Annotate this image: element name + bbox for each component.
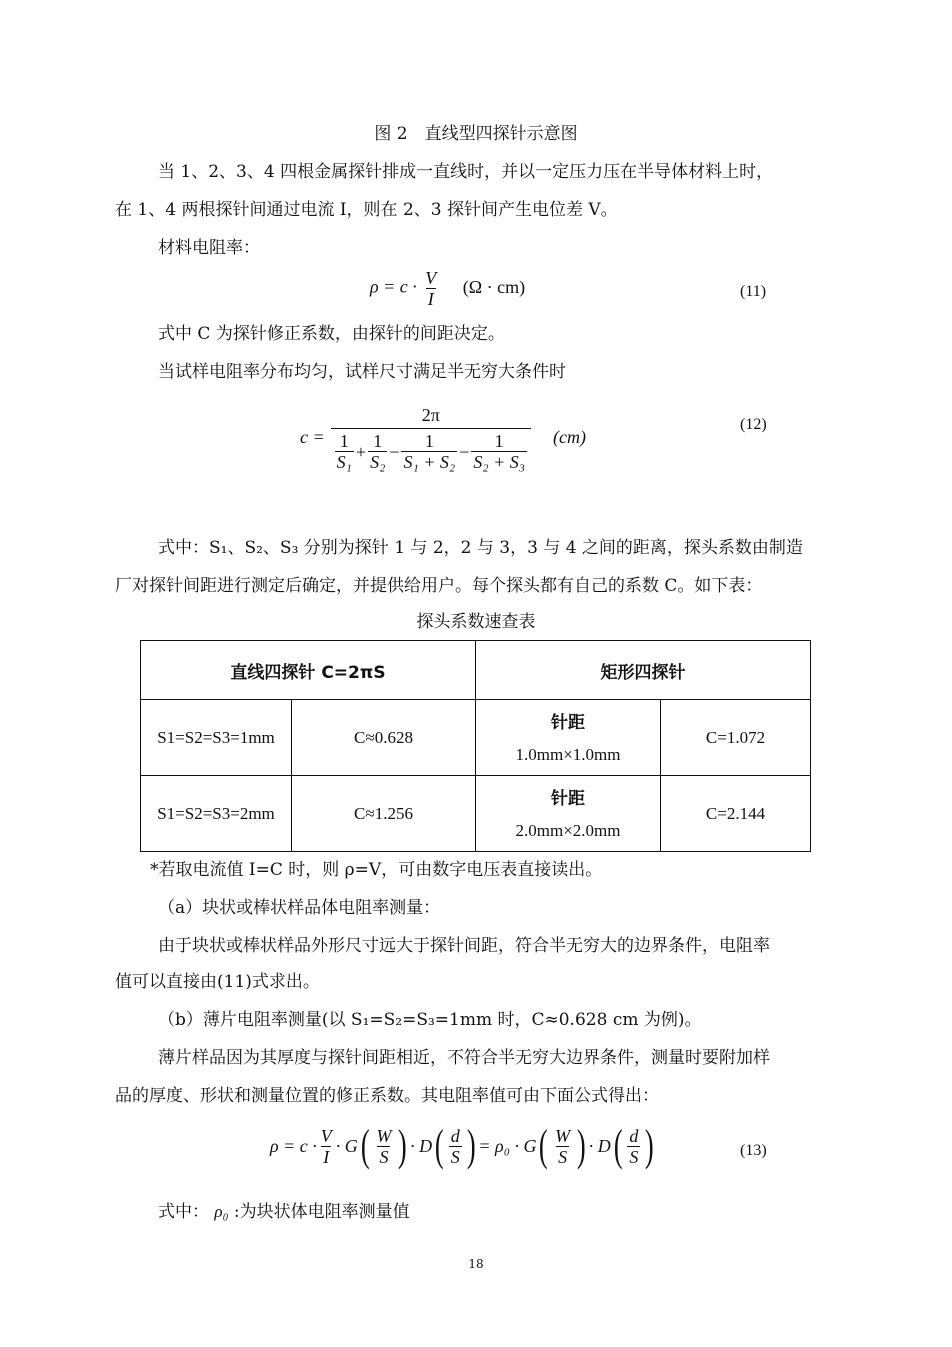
table-title: 探头系数速查表 bbox=[416, 612, 536, 632]
paragraph-line: 式中：S₁、S₂、S₃ 分别为探针 1 与 2，2 与 3，3 与 4 之间的距离，探头系数由制造 bbox=[158, 538, 803, 558]
eq12-numerator: 2π bbox=[421, 405, 440, 425]
eq12-number: (12) bbox=[740, 416, 767, 433]
paragraph-line: 当 1、2、3、4 四根金属探针排成一直线时，并以一定压力压在半导体材料上时， bbox=[158, 162, 774, 182]
page-number: 18 bbox=[468, 1257, 484, 1271]
eq12-term: 1 bbox=[339, 431, 349, 451]
cell-coef-rect: C=2.144 bbox=[661, 776, 811, 852]
eq12-term: 1 bbox=[373, 431, 383, 451]
eq12-lhs: c = bbox=[300, 427, 325, 447]
paragraph-line: 在 1、4 两根探针间通过电流 I，则在 2、3 探针间产生电位差 V。 bbox=[115, 200, 618, 220]
eq12-term-den: S₁ + S₂ bbox=[403, 452, 456, 472]
header-linear: 直线四探针 C=2πS bbox=[141, 641, 476, 700]
eq13-denominator: S bbox=[379, 1146, 389, 1167]
rho0-text: :为块状体电阻率测量值 bbox=[233, 1202, 410, 1222]
eq12-term: 1 bbox=[424, 431, 434, 451]
rho0-symbol: ρ₀ bbox=[214, 1202, 229, 1221]
eq13-number: (13) bbox=[740, 1142, 767, 1159]
eq12-term-den: S₁ bbox=[336, 452, 352, 472]
eq13-numerator: W bbox=[555, 1125, 571, 1146]
eq11-fraction bbox=[423, 268, 438, 309]
coefficient-table bbox=[140, 640, 811, 852]
spacing-value: 2.0mm×2.0mm bbox=[515, 820, 621, 840]
eq12-term-den: S₂ + S₃ bbox=[473, 452, 525, 472]
eq13-term: · D bbox=[588, 1136, 611, 1156]
equation-13: ρ = c · $\frac{V}{I}$ · G ( $\frac{W}{S}$ ) · D ( $\frac{d}{S}$ ) = ρ₀ · G ( $\frac{W}{S}$ ) · D ( $\frac{d}{S}$ ) bbox=[270, 1121, 655, 1170]
eq11-denominator: I bbox=[427, 289, 434, 309]
eq13-denominator: S bbox=[629, 1146, 639, 1167]
equation-12 bbox=[300, 402, 586, 472]
item-a: （a）块状或棒状样品体电阻率测量： bbox=[158, 898, 441, 918]
eq13-term: ρ = c · bbox=[270, 1136, 317, 1156]
eq13-term: · D bbox=[410, 1136, 433, 1156]
eq13-numerator: d bbox=[629, 1125, 639, 1146]
eq12-term-den: S₂ bbox=[370, 452, 386, 472]
eq12-term: 1 bbox=[494, 431, 504, 451]
paragraph-line: 薄片样品因为其厚度与探针间距相近，不符合半无穷大边界条件，测量时要附加样 bbox=[158, 1048, 770, 1068]
eq13-denominator: I bbox=[323, 1146, 330, 1167]
eq13-numerator: W bbox=[376, 1125, 392, 1146]
cell-coef-linear: C≈0.628 bbox=[292, 700, 476, 776]
eq12-operator: + bbox=[355, 441, 367, 462]
eq13-term: · G bbox=[335, 1136, 358, 1156]
spacing-value: 1.0mm×1.0mm bbox=[515, 744, 621, 764]
paragraph-line: 值可以直接由(11)式求出。 bbox=[115, 972, 320, 992]
spacing-label: 针距 bbox=[551, 788, 585, 809]
header-rect: 矩形四探针 bbox=[476, 641, 811, 700]
eq11-lhs: ρ = c · bbox=[370, 276, 417, 297]
spacing-label: 针距 bbox=[551, 712, 585, 733]
paragraph-line: 厂对探针间距进行测定后确定，并提供给用户。每个探头都有自己的系数 C。如下表： bbox=[115, 576, 763, 596]
table-row bbox=[141, 776, 811, 852]
resistivity-label: 材料电阻率： bbox=[158, 238, 260, 258]
eq13-denominator: S bbox=[450, 1146, 460, 1167]
table-row bbox=[141, 700, 811, 776]
figure-caption: 图 2 直线型四探针示意图 bbox=[374, 124, 578, 144]
eq13-term: = ρ₀ · G bbox=[478, 1136, 537, 1156]
eq12-unit: (cm) bbox=[552, 427, 586, 447]
cell-spacing-rect bbox=[476, 776, 661, 852]
eq12-fraction bbox=[331, 402, 531, 472]
paragraph-line: 式中 C 为探针修正系数，由探针的间距决定。 bbox=[158, 324, 505, 344]
rho0-definition bbox=[158, 1200, 410, 1224]
paragraph-line: 当试样电阻率分布均匀，试样尺寸满足半无穷大条件时 bbox=[158, 362, 566, 382]
eq11-number: (11) bbox=[740, 283, 767, 300]
cell-spacing-rect bbox=[476, 700, 661, 776]
cell-spacing-linear: S1=S2=S3=2mm bbox=[141, 776, 292, 852]
eq13-denominator: S bbox=[558, 1146, 568, 1167]
cell-coef-linear: C≈1.256 bbox=[292, 776, 476, 852]
eq11-unit: (Ω · cm) bbox=[462, 276, 526, 297]
eq12-denominator bbox=[331, 428, 531, 472]
item-b: （b）薄片电阻率测量(以 S₁=S₂=S₃=1mm 时，C≈0.628 cm 为例)。 bbox=[158, 1010, 702, 1030]
table-header-row bbox=[141, 641, 811, 700]
rho0-prefix: 式中： bbox=[158, 1202, 209, 1222]
paragraph-line: 品的厚度、形状和测量位置的修正系数。其电阻率值可由下面公式得出： bbox=[115, 1086, 659, 1106]
cell-spacing-linear: S1=S2=S3=1mm bbox=[141, 700, 292, 776]
eq13-numerator: d bbox=[450, 1125, 460, 1146]
eq12-operator: − bbox=[459, 441, 470, 462]
eq11-numerator: V bbox=[425, 268, 437, 288]
eq12-operator: − bbox=[389, 441, 400, 462]
table-note: *若取电流值 I=C 时，则 ρ=V，可由数字电压表直接读出。 bbox=[150, 860, 603, 880]
cell-coef-rect: C=1.072 bbox=[661, 700, 811, 776]
equation-11 bbox=[370, 268, 525, 309]
eq13-numerator: V bbox=[320, 1125, 332, 1146]
paragraph-line: 由于块状或棒状样品外形尺寸远大于探针间距，符合半无穷大的边界条件，电阻率 bbox=[158, 936, 770, 956]
